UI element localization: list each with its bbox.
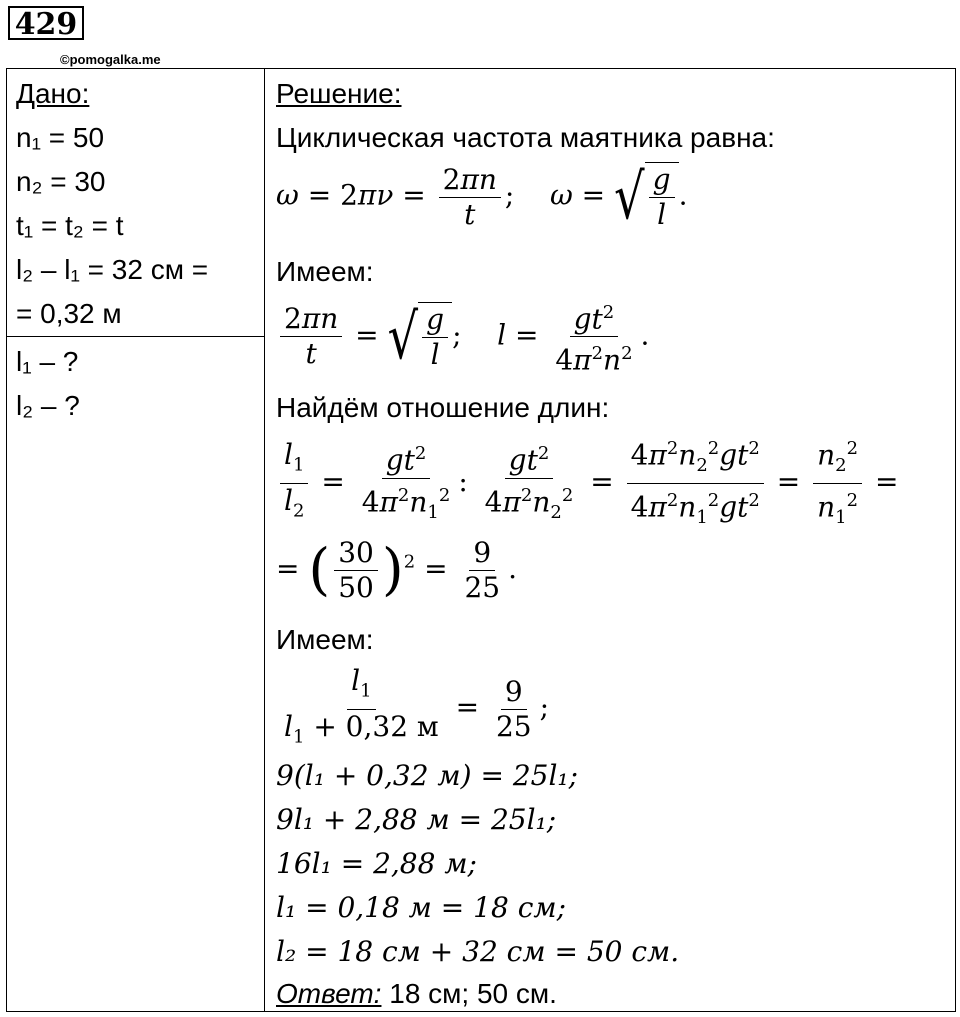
given-line: t₁ = t₂ = t bbox=[16, 210, 124, 241]
equation-step: 9(l₁ + 0,32 м) = 25l₁; bbox=[276, 759, 579, 792]
equation-step: 9l₁ + 2,88 м = 25l₁; bbox=[276, 803, 557, 836]
formula-length: $\frac{2\pi n}{t}$ = √ $\frac{g}{l}$ ; l = $\frac{gt^2}{4\pi^2n^2}$ . bbox=[276, 296, 649, 378]
formula-omega: ω = 2πν = $\frac{2\pi n}{t}$ ; ω = √ $\frac{g}{l}$ . bbox=[276, 160, 688, 234]
problem-number: 429 bbox=[8, 6, 84, 40]
solution-text: Имеем: bbox=[276, 256, 374, 287]
watermark: ©pomogalka.me bbox=[60, 52, 161, 67]
given-line: n₂ = 30 bbox=[16, 166, 106, 197]
equation-step: l₁ = 0,18 м = 18 см; bbox=[276, 891, 567, 924]
equation-step: 16l₁ = 2,88 м; bbox=[276, 847, 477, 880]
given-line: n₁ = 50 bbox=[16, 122, 105, 153]
given-line: = 0,32 м bbox=[16, 298, 122, 329]
formula-equation: $\frac{l_1}{l_1 + 0,32 м}$ = $\frac{9}{25}$ ; bbox=[284, 664, 550, 748]
given-line: l₂ – l₁ = 32 см = bbox=[16, 254, 209, 285]
solution-title: Решение: bbox=[276, 78, 402, 109]
given-title: Дано: bbox=[16, 78, 90, 109]
answer-value: 18 см; 50 см. bbox=[381, 978, 557, 1009]
answer bbox=[276, 978, 557, 1010]
solution-text: Найдём отношение длин: bbox=[276, 392, 610, 423]
solution-text: Имеем: bbox=[276, 624, 374, 655]
equation-step: l₂ = 18 см + 32 см = 50 см. bbox=[276, 935, 680, 968]
solution-text: Циклическая частота маятника равна: bbox=[276, 122, 775, 153]
formula-ratio-value: = ( $\frac{30}{50}$ )$^2$ = $\frac{9}{25}$ . bbox=[276, 536, 517, 604]
formula-ratio: $\frac{l_1}{l_2}$ = $\frac{gt^2}{4\pi^2n_1^2}$ : $\frac{gt^2}{4\pi^2n_2^2}$ = $\frac{4\pi^2n_2^2gt^2}{4\pi^2n_1^2gt^2}$ = $\frac{n_2^2}{n_1^2}$ = bbox=[276, 432, 898, 535]
given-divider bbox=[6, 336, 264, 337]
column-divider bbox=[264, 68, 265, 1012]
find-line: l₁ – ? bbox=[16, 346, 79, 377]
answer-label: Ответ: bbox=[276, 978, 382, 1009]
find-line: l₂ – ? bbox=[16, 390, 80, 421]
